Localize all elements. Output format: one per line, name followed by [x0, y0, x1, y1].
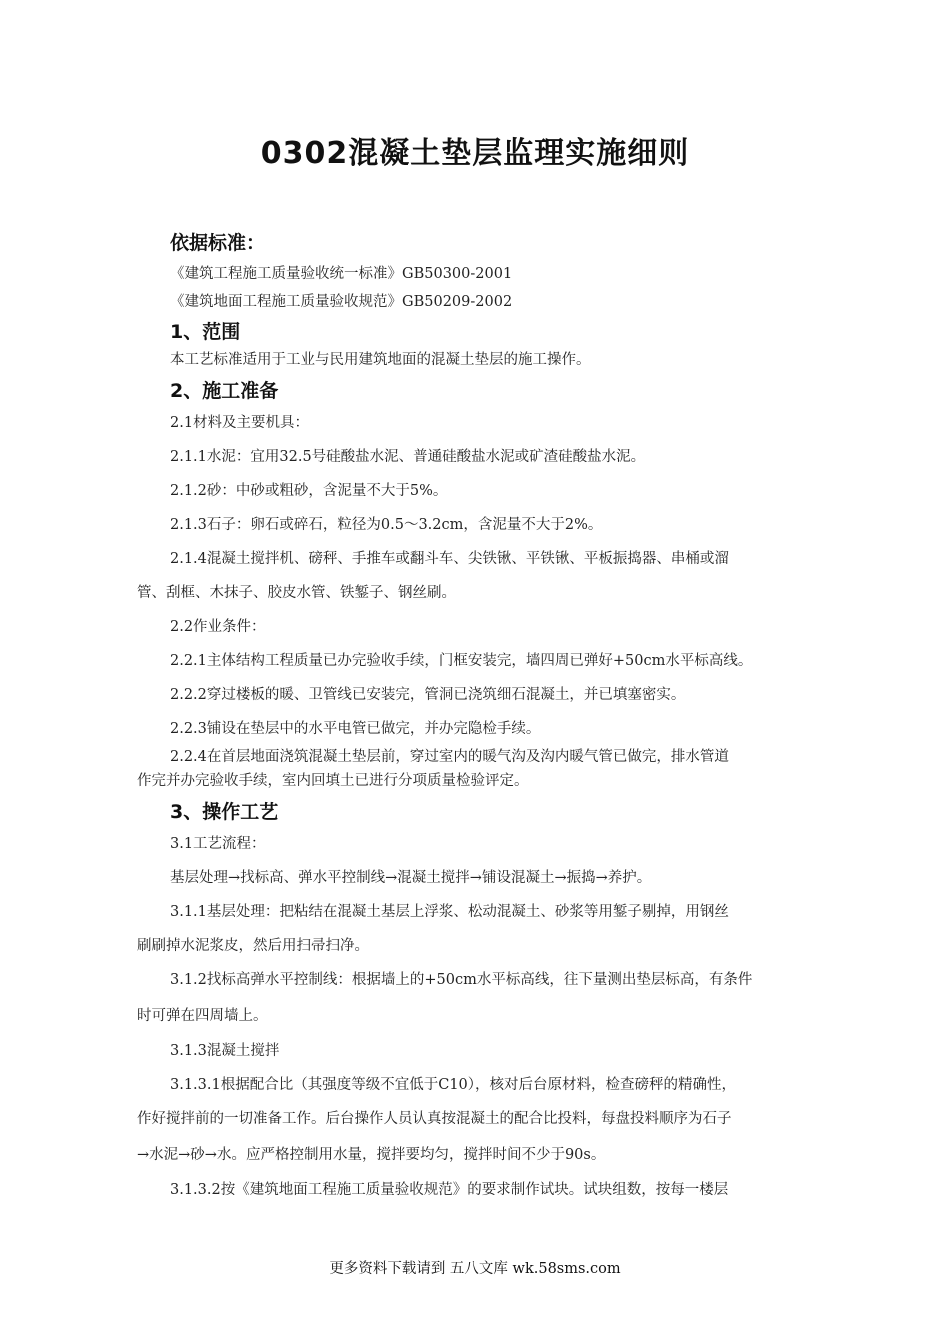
paragraph: 2.1.3石子：卵石或碎石，粒径为0.5～3.2cm，含泥量不大于2%。 [170, 517, 603, 533]
paragraph: 2.2.1主体结构工程质量已办完验收手续，门框安装完，墙四周已弹好+50cm水平标高线。 [170, 653, 753, 669]
basis-heading: 依据标准： [170, 232, 266, 254]
paragraph: 3.1工艺流程： [170, 836, 266, 852]
paragraph: 3.1.1基层处理：把粘结在混凝土基层上浮浆、松动混凝土、砂浆等用錾子剔掉，用钢丝 [170, 904, 729, 920]
process-flow: 基层处理→找标高、弹水平控制线→混凝土搅拌→铺设混凝土→振捣→养护。 [170, 870, 652, 886]
section-1-heading: 1、范围 [170, 321, 241, 343]
section-3-heading: 3、操作工艺 [170, 801, 279, 823]
paragraph: 2.2.3铺设在垫层中的水平电管已做完，并办完隐检手续。 [170, 721, 541, 737]
document-title: 0302混凝土垫层监理实施细则 [260, 136, 690, 171]
paragraph: 2.1.1水泥：宜用32.5号硅酸盐水泥、普通硅酸盐水泥或矿渣硅酸盐水泥。 [170, 449, 646, 465]
paragraph: 作好搅拌前的一切准备工作。后台操作人员认真按混凝土的配合比投料，每盘投料顺序为石子 [137, 1111, 732, 1127]
paragraph: 刷刷掉水泥浆皮，然后用扫帚扫净。 [137, 938, 369, 954]
basis-item: 《建筑地面工程施工质量验收规范》GB50209-2002 [170, 294, 513, 310]
footer-text: 更多资料下载请到 五八文库 wk.58sms.com [329, 1261, 621, 1277]
paragraph: 作完并办完验收手续，室内回填土已进行分项质量检验评定。 [137, 773, 529, 789]
paragraph: 管、刮框、木抹子、胶皮水管、铁錾子、钢丝刷。 [137, 585, 456, 601]
paragraph: 3.1.3.1根据配合比（其强度等级不宜低于C10），核对后台原材料，检查磅秤的精确性， [170, 1077, 737, 1093]
section-1-text: 本工艺标准适用于工业与民用建筑地面的混凝土垫层的施工操作。 [170, 352, 591, 368]
paragraph: 2.1.2砂：中砂或粗砂，含泥量不大于5%。 [170, 483, 448, 499]
paragraph: 3.1.2找标高弹水平控制线：根据墙上的+50cm水平标高线，往下量测出垫层标高，有条件 [170, 972, 753, 988]
basis-item: 《建筑工程施工质量验收统一标准》GB50300-2001 [170, 266, 513, 282]
paragraph: 2.1.4混凝土搅拌机、磅秤、手推车或翻斗车、尖铁锹、平铁锹、平板振捣器、串桶或溜 [170, 551, 729, 567]
paragraph: 时可弹在四周墙上。 [137, 1008, 268, 1024]
paragraph: →水泥→砂→水。应严格控制用水量，搅拌要均匀，搅拌时间不少于90s。 [137, 1147, 606, 1163]
paragraph: 2.2.4在首层地面浇筑混凝土垫层前，穿过室内的暖气沟及沟内暖气管已做完，排水管道 [170, 749, 729, 765]
paragraph: 2.2作业条件： [170, 619, 266, 635]
paragraph: 3.1.3混凝土搅拌 [170, 1043, 280, 1059]
paragraph: 3.1.3.2按《建筑地面工程施工质量验收规范》的要求制作试块。试块组数，按每一楼层 [170, 1182, 729, 1198]
paragraph: 2.2.2穿过楼板的暖、卫管线已安装完，管洞已浇筑细石混凝土，并已填塞密实。 [170, 687, 686, 703]
paragraph: 2.1材料及主要机具： [170, 415, 310, 431]
section-2-heading: 2、施工准备 [170, 380, 279, 402]
